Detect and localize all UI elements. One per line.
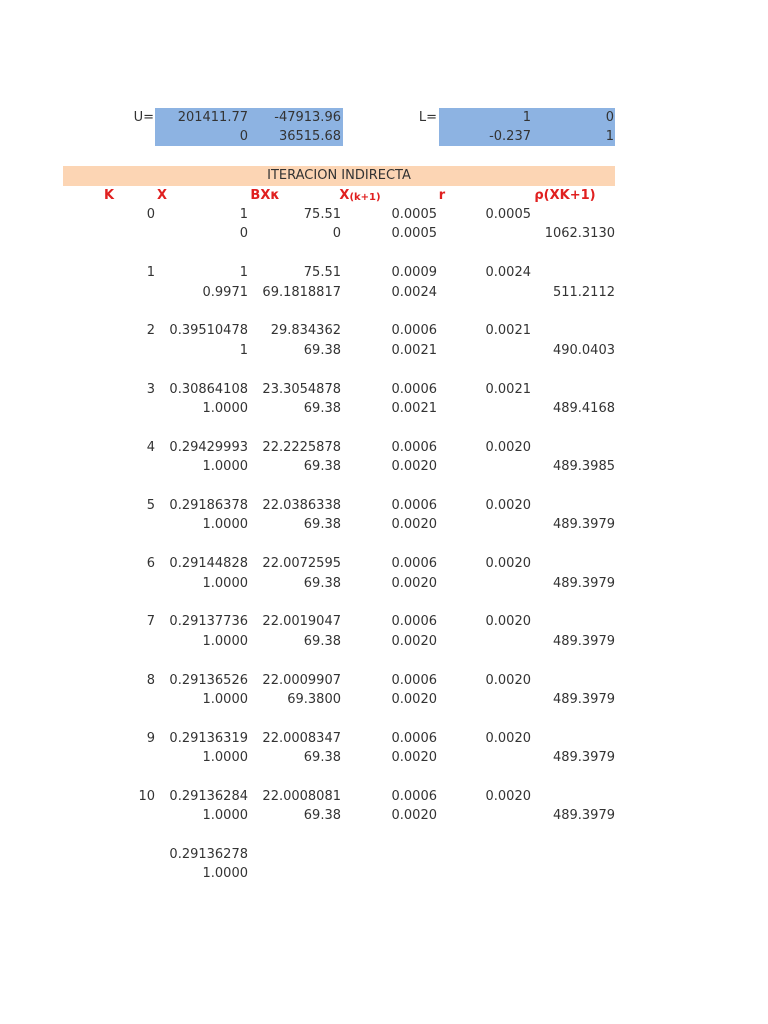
iteration-bx-cell[interactable]: 69.3800 [287,692,341,707]
iteration-rho-cell[interactable] [531,321,615,340]
iteration-x-cell[interactable]: 1 [239,207,248,222]
iteration-r-cell[interactable] [437,632,531,651]
header-rho: ρ(XK+1) [534,188,596,203]
iteration-bx-cell[interactable]: 22.0008081 [262,789,341,804]
iteration-x-cell[interactable]: 1 [239,343,248,358]
iteration-x-cell[interactable]: 0.29144828 [169,556,248,571]
iteration-xk1-cell[interactable]: 0.0006 [391,440,437,455]
iteration-xk1-cell[interactable]: 0.0005 [391,207,437,222]
header-k: K [103,188,115,203]
iteration-k-cell[interactable]: 6 [146,556,155,571]
iteration-k-cell[interactable]: 8 [146,673,155,688]
header-r: r [438,188,446,203]
iteration-bx-cell[interactable]: 0 [332,226,341,241]
iteration-xk1-cell[interactable]: 0.0024 [391,285,437,300]
iteration-bx-cell[interactable]: 22.0072595 [262,556,341,571]
iteration-r-cell[interactable]: 0.0021 [485,382,531,397]
header-x: X [156,188,168,203]
iteration-rho-cell[interactable]: 489.3979 [552,808,615,823]
iteration-x-cell[interactable]: 0.29136284 [169,789,248,804]
iteration-xk1-cell[interactable]: 0.0006 [391,382,437,397]
iteration-r-cell[interactable]: 0.0005 [485,207,531,222]
iteration-rho-cell[interactable]: 489.4168 [552,401,615,416]
iteration-r-cell[interactable]: 0.0020 [485,673,531,688]
iteration-rho-cell[interactable] [531,671,615,690]
iteration-xk1-cell[interactable]: 0.0006 [391,323,437,338]
iteration-x-cell[interactable]: 1.0000 [202,634,248,649]
matrix-l-cell[interactable]: 1 [522,110,531,125]
matrix-u-cell[interactable]: 0 [239,129,248,144]
iteration-xk1-cell[interactable]: 0.0020 [391,750,437,765]
iteration-x-cell[interactable]: 1.0000 [202,576,248,591]
iteration-rho-cell[interactable] [531,729,615,748]
matrix-l-cell[interactable]: 1 [605,129,614,144]
iteration-r-cell[interactable] [437,457,531,476]
iteration-rho-cell[interactable] [531,496,615,515]
iteration-r-cell[interactable] [437,283,531,302]
iteration-rho-cell[interactable]: 1062.3130 [544,226,615,241]
iteration-bx-cell[interactable]: 75.51 [303,207,341,222]
iteration-r-cell[interactable]: 0.0020 [485,614,531,629]
iteration-rho-cell[interactable]: 511.2112 [552,285,615,300]
iteration-r-cell[interactable] [437,748,531,767]
matrix-u-cell[interactable]: 36515.68 [278,129,341,144]
iteration-k-cell[interactable]: 1 [146,265,155,280]
iteration-rho-cell[interactable] [531,263,615,282]
iteration-xk1-cell[interactable]: 0.0021 [391,401,437,416]
iteration-r-cell[interactable]: 0.0020 [485,498,531,513]
iteration-rho-cell[interactable] [531,205,615,224]
iteration-rho-cell[interactable] [531,380,615,399]
iteration-xk1-cell[interactable]: 0.0006 [391,556,437,571]
matrix-u-label: U= [133,110,154,125]
iteration-x-cell[interactable]: 0.9971 [202,285,248,300]
header-xk1-sub: (k+1) [349,192,381,203]
iteration-bx-cell[interactable]: 75.51 [303,265,341,280]
iteration-k-cell[interactable]: 9 [146,731,155,746]
iteration-bx-cell[interactable]: 69.1818817 [262,285,341,300]
iteration-r-cell[interactable] [437,224,531,243]
matrix-l-cell[interactable]: 0 [605,110,614,125]
iteration-r-cell[interactable] [437,341,531,360]
iteration-rho-cell[interactable]: 489.3979 [552,750,615,765]
iteration-bx-cell[interactable]: 69.38 [303,750,341,765]
iteration-xk1-cell[interactable]: 0.0006 [391,789,437,804]
iteration-bx-cell[interactable]: 22.2225878 [262,440,341,455]
iteration-k-cell[interactable]: 5 [146,498,155,513]
iteration-xk1-cell[interactable]: 0.0020 [391,517,437,532]
iteration-bx-cell[interactable]: 22.0386338 [262,498,341,513]
iteration-rho-cell[interactable] [531,787,615,806]
iteration-x-cell[interactable]: 0.39510478 [169,323,248,338]
iteration-x-cell[interactable]: 0.29429993 [169,440,248,455]
iteration-bx-cell[interactable]: 22.0019047 [262,614,341,629]
header-xk1 [330,186,390,205]
iteration-xk1-cell[interactable]: 0.0006 [391,614,437,629]
iteration-r-cell[interactable]: 0.0020 [485,789,531,804]
iteration-r-cell[interactable] [437,515,531,534]
final-x-cell[interactable]: 1.0000 [202,866,248,881]
iteration-bx-cell[interactable]: 69.38 [303,517,341,532]
iteration-rho-cell[interactable]: 489.3985 [552,459,615,474]
matrix-u-cell[interactable]: -47913.96 [274,110,341,125]
iteration-xk1-cell[interactable]: 0.0006 [391,498,437,513]
iteration-bx-cell[interactable]: 22.0008347 [262,731,341,746]
iteration-xk1-cell[interactable]: 0.0009 [391,265,437,280]
iteration-k-cell[interactable]: 2 [146,323,155,338]
iteration-x-cell[interactable]: 1.0000 [202,517,248,532]
iteration-xk1-cell[interactable]: 0.0020 [391,634,437,649]
iteration-x-cell[interactable]: 0.29186378 [169,498,248,513]
iteration-bx-cell[interactable]: 69.38 [303,808,341,823]
iteration-xk1-cell[interactable]: 0.0020 [391,459,437,474]
iteration-rho-cell[interactable] [531,612,615,631]
iteration-x-cell[interactable]: 1.0000 [202,750,248,765]
iteration-xk1-cell[interactable]: 0.0005 [391,226,437,241]
header-xk1-main: X [339,188,350,203]
iteration-bx-cell[interactable]: 23.3054878 [262,382,341,397]
iteration-r-cell[interactable]: 0.0020 [485,556,531,571]
iteration-r-cell[interactable]: 0.0020 [485,440,531,455]
iteration-k-cell[interactable]: 7 [146,614,155,629]
iteration-k-cell[interactable]: 0 [146,207,155,222]
iteration-rho-cell[interactable]: 489.3979 [552,576,615,591]
iteration-xk1-cell[interactable]: 0.0021 [391,343,437,358]
iteration-r-cell[interactable]: 0.0020 [485,731,531,746]
iteration-x-cell[interactable]: 0 [239,226,248,241]
iteration-x-cell[interactable]: 1.0000 [202,808,248,823]
iteration-r-cell[interactable] [437,806,531,825]
iteration-xk1-cell[interactable]: 0.0006 [391,731,437,746]
iteration-xk1-cell[interactable]: 0.0006 [391,673,437,688]
iteration-bx-cell[interactable]: 69.38 [303,401,341,416]
iteration-x-cell[interactable]: 1.0000 [202,401,248,416]
iteration-x-cell[interactable]: 0.30864108 [169,382,248,397]
iteration-r-cell[interactable]: 0.0024 [485,265,531,280]
iteration-r-cell[interactable] [437,690,531,709]
iteration-rho-cell[interactable]: 489.3979 [552,517,615,532]
iteration-x-cell[interactable]: 0.29137736 [169,614,248,629]
iteration-k-cell[interactable]: 4 [146,440,155,455]
iteration-x-cell[interactable]: 1.0000 [202,692,248,707]
iteration-r-cell[interactable] [437,399,531,418]
iteration-bx-cell[interactable]: 29.834362 [270,323,341,338]
iteration-rho-cell[interactable]: 489.3979 [552,634,615,649]
iteration-xk1-cell[interactable]: 0.0020 [391,692,437,707]
iteration-bx-cell[interactable]: 69.38 [303,576,341,591]
iteration-rho-cell[interactable] [531,438,615,457]
section-title: ITERACION INDIRECTA [267,168,411,183]
header-bxk: BXκ [250,188,280,203]
iteration-k-cell[interactable]: 10 [138,789,155,804]
iteration-xk1-cell[interactable]: 0.0020 [391,808,437,823]
matrix-l-label: L= [418,110,437,125]
iteration-bx-cell[interactable]: 69.38 [303,343,341,358]
iteration-rho-cell[interactable]: 490.0403 [552,343,615,358]
matrix-l-cell[interactable]: -0.237 [489,129,531,144]
iteration-k-cell[interactable]: 3 [146,382,155,397]
iteration-bx-cell[interactable]: 22.0009907 [262,673,341,688]
iteration-x-cell[interactable]: 1 [239,265,248,280]
iteration-rho-cell[interactable] [531,554,615,573]
iteration-r-cell[interactable]: 0.0021 [485,323,531,338]
final-x-cell[interactable]: 0.29136278 [169,847,248,862]
iteration-xk1-cell[interactable]: 0.0020 [391,576,437,591]
iteration-x-cell[interactable]: 0.29136526 [169,673,248,688]
iteration-bx-cell[interactable]: 69.38 [303,634,341,649]
iteration-bx-cell[interactable]: 69.38 [303,459,341,474]
iteration-x-cell[interactable]: 0.29136319 [169,731,248,746]
matrix-u-cell[interactable]: 201411.77 [177,110,248,125]
iteration-r-cell[interactable] [437,574,531,593]
iteration-x-cell[interactable]: 1.0000 [202,459,248,474]
iteration-rho-cell[interactable]: 489.3979 [552,692,615,707]
